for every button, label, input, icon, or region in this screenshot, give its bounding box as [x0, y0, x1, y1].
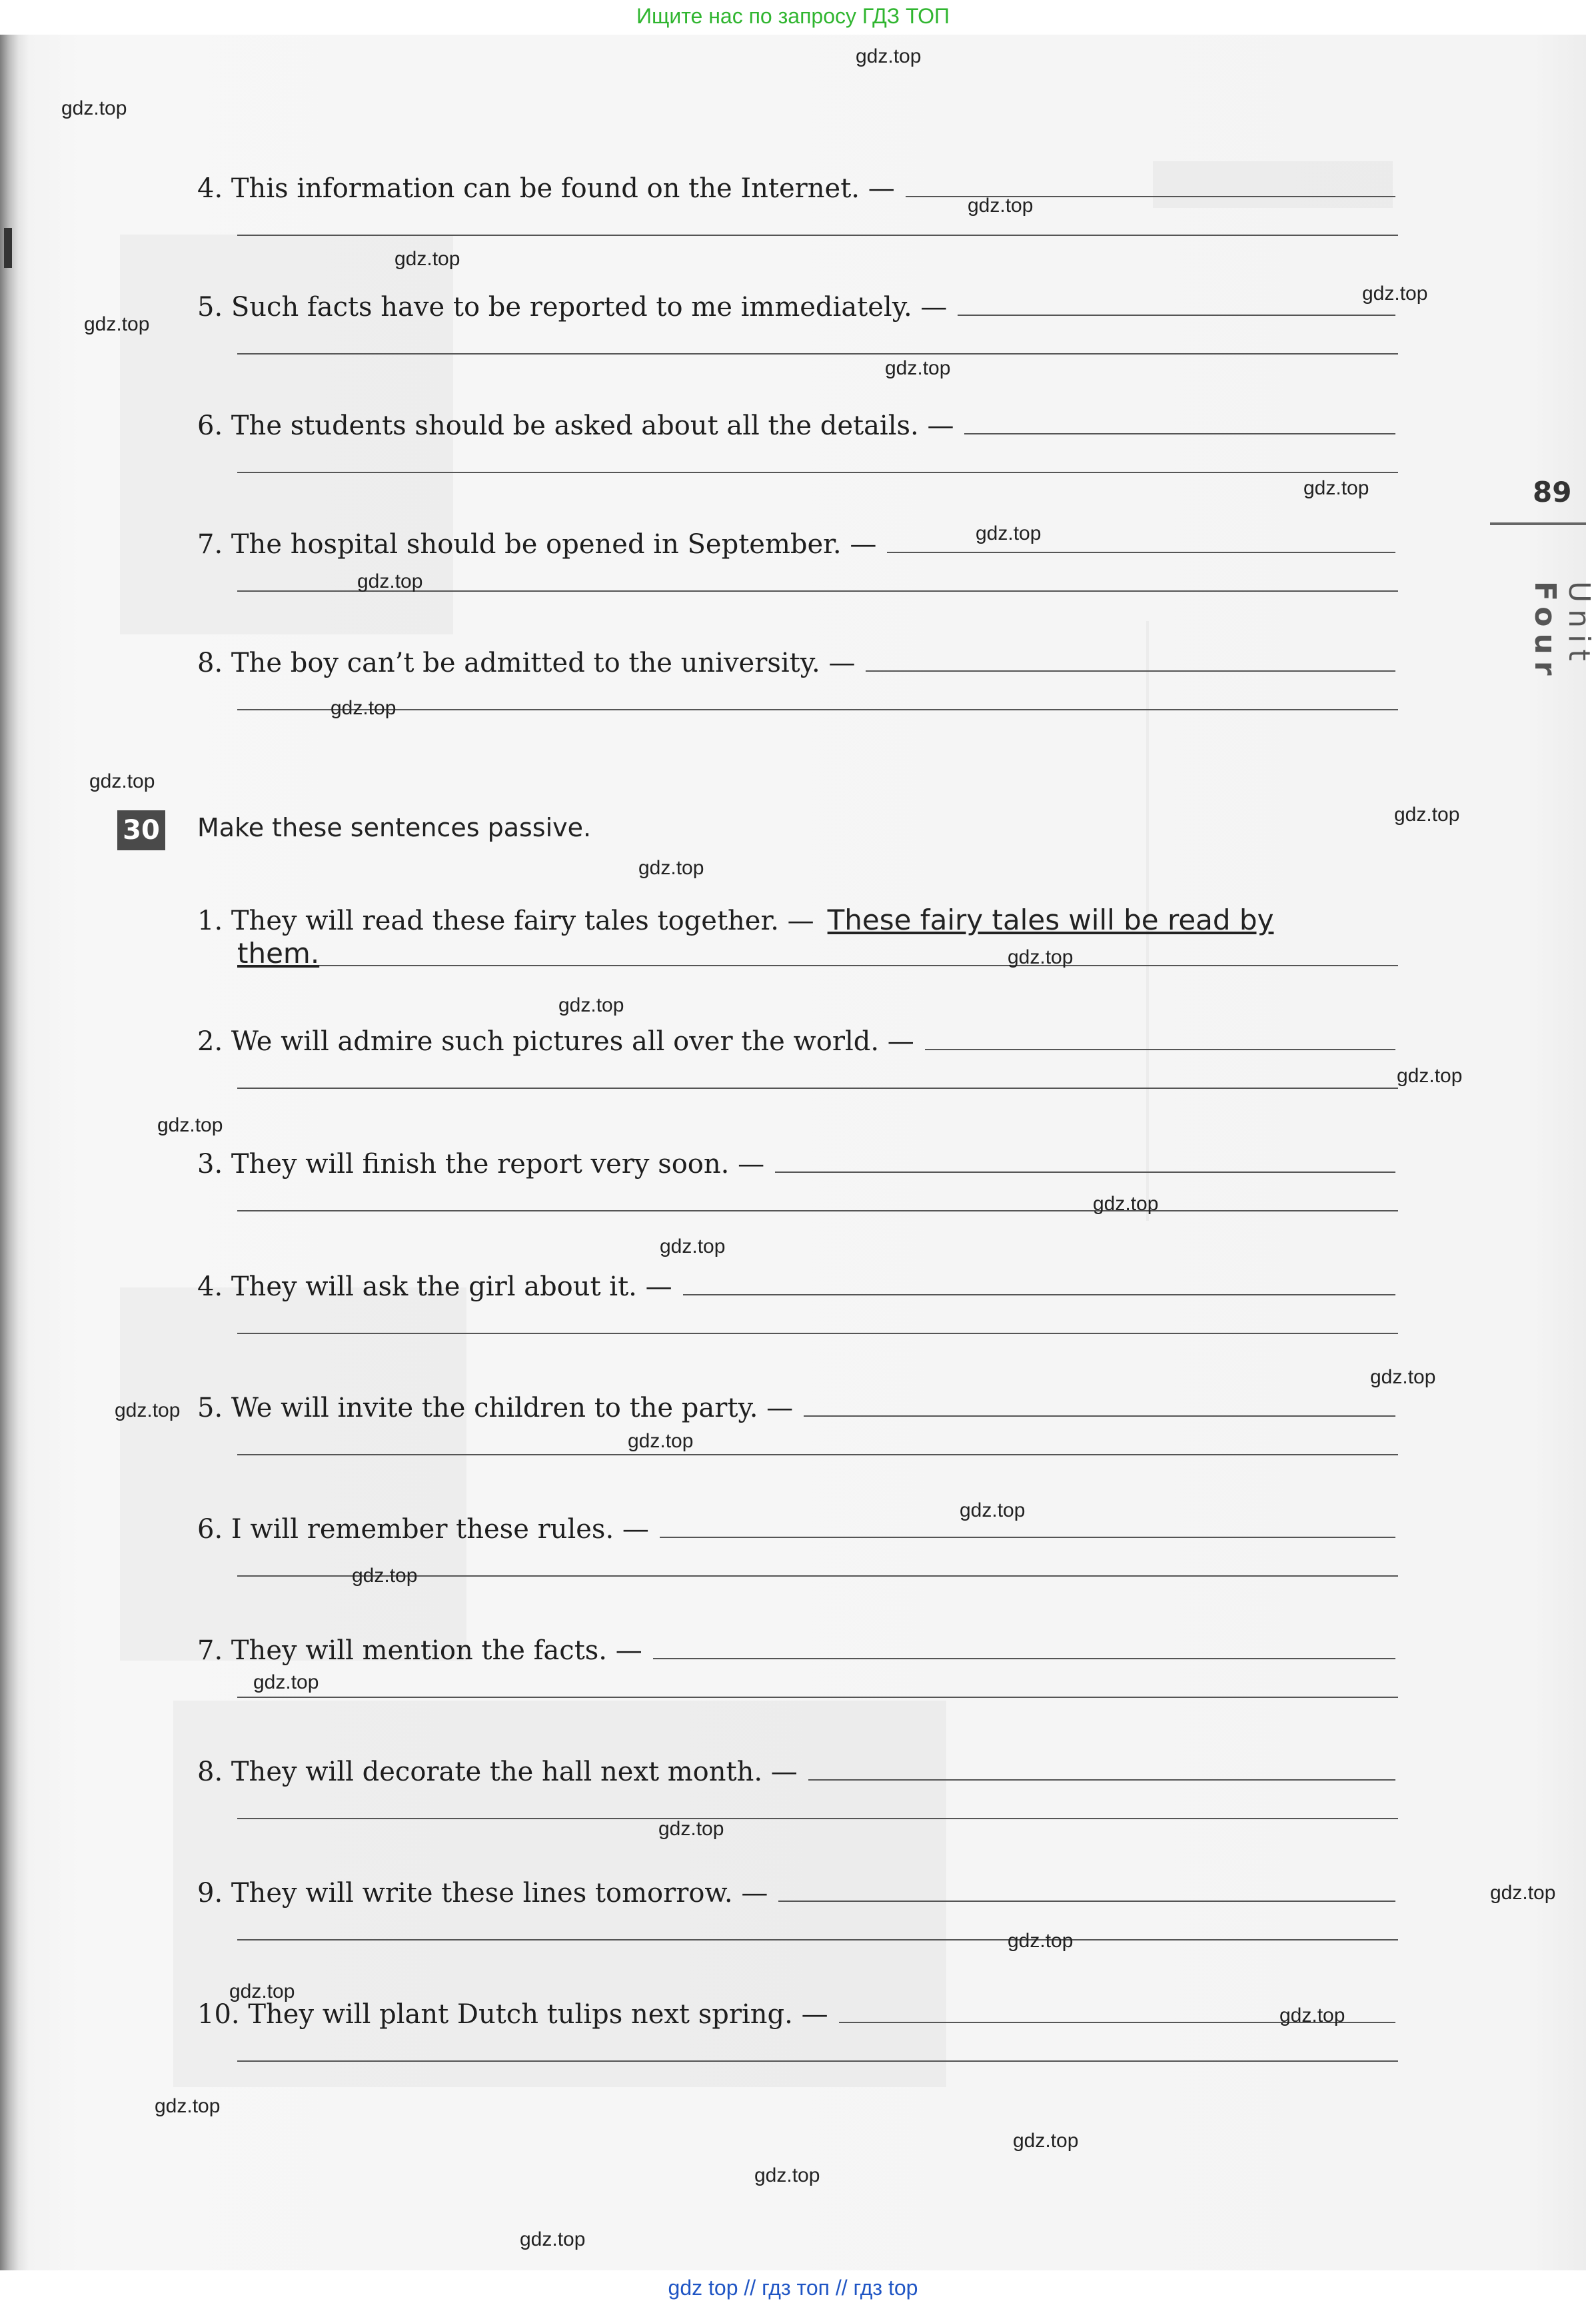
gdz-watermark: gdz.top [628, 1430, 694, 1452]
answer-line[interactable] [237, 235, 1398, 236]
question-text: 7. They will mention the facts. — [197, 1635, 642, 1666]
exercise-item [197, 1271, 1398, 1302]
gdz-watermark: gdz.top [520, 2228, 586, 2250]
gdz-watermark: gdz.top [960, 1499, 1026, 1521]
unit-number: Four [1528, 581, 1562, 682]
previous-item [197, 410, 1398, 441]
unit-label [1516, 581, 1596, 781]
gdz-watermark: gdz.top [638, 857, 704, 879]
question-text: 2. We will admire such pictures all over the world. — [197, 1026, 914, 1057]
question-text: 6. I will remember these rules. — [197, 1514, 649, 1545]
gdz-watermark: gdz.top [1303, 477, 1369, 499]
show-through-picture [120, 1287, 466, 1661]
answer-blank[interactable] [958, 293, 1395, 316]
question-text: 7. The hospital should be opened in September. — [197, 529, 877, 560]
exercise-item [197, 1878, 1398, 1909]
handwritten-answer-continued: them. [237, 937, 320, 970]
answer-blank[interactable] [683, 1273, 1395, 1295]
textbook-page [0, 35, 1596, 2270]
gdz-watermark: gdz.top [229, 1980, 295, 2002]
bottom-banner[interactable]: gdz top // гдз топ // гдз top [668, 2276, 918, 2300]
top-banner[interactable]: Ищите нас по запросу ГДЗ ТОП [636, 4, 950, 28]
handwritten-answer: These fairy tales will be read by [827, 904, 1274, 936]
question-text: 5. We will invite the children to the party. — [197, 1393, 794, 1423]
gdz-watermark: gdz.top [115, 1399, 181, 1421]
gdz-watermark: gdz.top [1370, 1366, 1436, 1388]
exercise-item [197, 1635, 1398, 1666]
answer-line[interactable] [237, 965, 1398, 966]
answer-line[interactable] [237, 1697, 1398, 1698]
spine-mark [4, 228, 12, 268]
answer-blank[interactable] [653, 1637, 1395, 1659]
answer-blank[interactable] [775, 1150, 1395, 1173]
gdz-watermark: gdz.top [1008, 1930, 1074, 1952]
question-text: 6. The students should be asked about all the details. — [197, 410, 954, 441]
answer-blank[interactable] [804, 1394, 1395, 1417]
gdz-watermark: gdz.top [61, 97, 127, 119]
previous-item [197, 292, 1398, 323]
gdz-watermark: gdz.top [357, 570, 423, 592]
answer-line[interactable] [237, 1939, 1398, 1940]
question-text: 8. The boy can’t be admitted to the university. — [197, 648, 856, 678]
answer-line[interactable] [237, 472, 1398, 473]
exercise-item [197, 904, 1398, 936]
gdz-watermark: gdz.top [660, 1235, 726, 1257]
gdz-watermark: gdz.top [253, 1671, 319, 1693]
gdz-watermark: gdz.top [885, 357, 951, 379]
question-text: 8. They will decorate the hall next month. — [197, 1757, 798, 1787]
gdz-watermark: gdz.top [1093, 1193, 1159, 1215]
answer-line[interactable] [237, 1210, 1398, 1211]
answer-blank[interactable] [808, 1758, 1395, 1781]
unit-word: Unit [1562, 581, 1596, 668]
gdz-watermark: gdz.top [1013, 2130, 1079, 2152]
exercise-item [197, 1026, 1398, 1057]
gdz-watermark: gdz.top [157, 1114, 223, 1136]
answer-blank[interactable] [964, 412, 1395, 434]
question-text: 4. This information can be found on the Internet. — [197, 173, 895, 204]
question-text: 9. They will write these lines tomorrow. — [197, 1878, 768, 1909]
gdz-watermark: gdz.top [84, 313, 150, 335]
exercise-instruction: Make these sentences passive. [197, 813, 592, 842]
question-text: 4. They will ask the girl about it. — [197, 1271, 672, 1302]
gdz-watermark: gdz.top [658, 1818, 724, 1840]
answer-blank[interactable] [866, 649, 1395, 672]
gdz-watermark: gdz.top [331, 697, 397, 719]
page-number-rule [1490, 522, 1586, 525]
answer-line[interactable] [237, 1454, 1398, 1455]
previous-item [197, 529, 1398, 560]
answer-line[interactable] [237, 1818, 1398, 1819]
answer-line[interactable] [237, 2060, 1398, 2062]
gdz-watermark: gdz.top [1279, 2004, 1345, 2026]
gdz-watermark: gdz.top [1397, 1065, 1463, 1087]
page-number: 89 [1533, 476, 1572, 508]
exercise-item [197, 1999, 1398, 2030]
gdz-watermark: gdz.top [558, 994, 624, 1016]
answer-line[interactable] [237, 1088, 1398, 1089]
gdz-watermark: gdz.top [395, 248, 460, 270]
previous-item [197, 173, 1398, 204]
answer-blank[interactable] [925, 1028, 1395, 1050]
answer-line[interactable] [237, 709, 1398, 710]
answer-blank[interactable] [778, 1879, 1395, 1902]
previous-item [197, 648, 1398, 678]
gdz-watermark: gdz.top [89, 770, 155, 792]
answer-blank[interactable] [887, 530, 1395, 553]
question-text: 5. Such facts have to be reported to me immediately. — [197, 292, 948, 323]
question-text: 3. They will finish the report very soon. — [197, 1149, 765, 1179]
exercise-number-badge: 30 [117, 810, 165, 850]
gdz-watermark: gdz.top [1490, 1882, 1556, 1904]
answer-blank[interactable] [660, 1515, 1395, 1538]
gdz-watermark: gdz.top [856, 45, 922, 67]
gdz-watermark: gdz.top [155, 2095, 221, 2117]
gdz-watermark: gdz.top [968, 195, 1034, 217]
gdz-watermark: gdz.top [1394, 804, 1460, 826]
exercise-item [197, 1393, 1398, 1423]
answer-line[interactable] [237, 1333, 1398, 1334]
gdz-watermark: gdz.top [352, 1565, 418, 1587]
exercise-item [197, 1514, 1398, 1545]
gdz-watermark: gdz.top [1362, 283, 1428, 305]
exercise-item [197, 1149, 1398, 1179]
answer-line[interactable] [237, 353, 1398, 355]
question-text: 1. They will read these fairy tales together. — [197, 906, 814, 936]
question-text: 10. They will plant Dutch tulips next spring. — [197, 1999, 828, 2030]
answer-blank[interactable] [906, 175, 1395, 197]
exercise-item [197, 1757, 1398, 1787]
gdz-watermark: gdz.top [976, 522, 1042, 544]
gdz-watermark: gdz.top [1008, 946, 1074, 968]
gdz-watermark: gdz.top [754, 2164, 820, 2186]
